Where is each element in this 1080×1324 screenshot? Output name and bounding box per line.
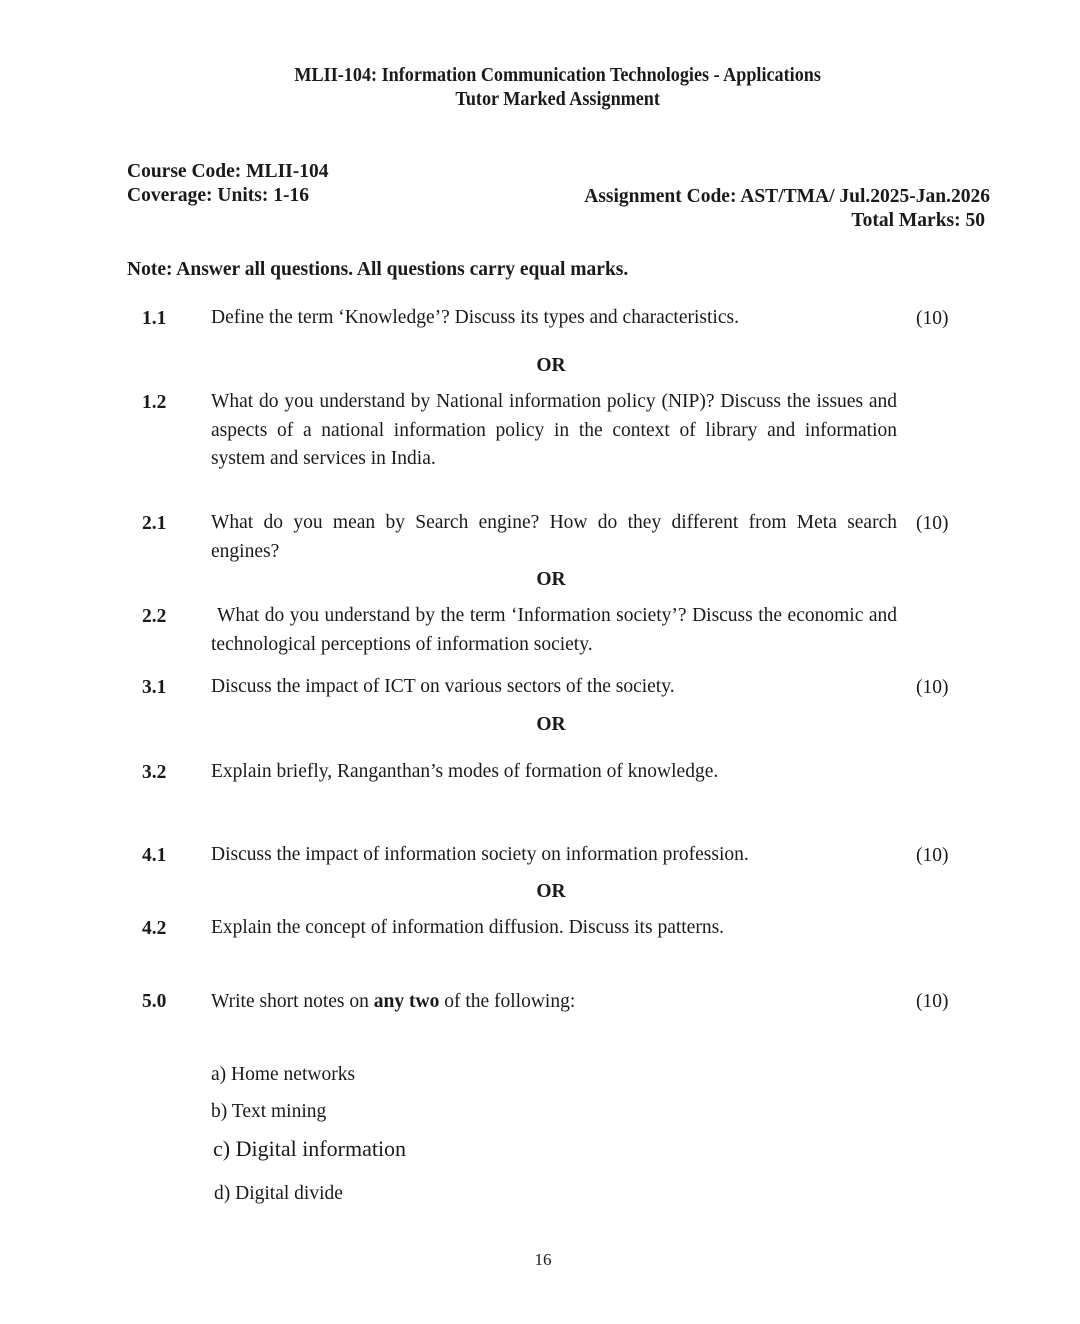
question-text: Define the term ‘Knowledge’? Discuss its types and characteristics.: [211, 307, 739, 328]
page-number: 16: [534, 1250, 552, 1269]
question-number: 4.1: [142, 845, 167, 866]
question-number: 1.1: [142, 308, 167, 329]
course-code: Course Code: MLII-104: [127, 161, 329, 182]
question-marks: (10): [916, 677, 949, 698]
question-marks: (10): [916, 513, 949, 534]
coverage: Coverage: Units: 1-16: [127, 185, 309, 206]
question-number: 5.0: [142, 991, 167, 1012]
question-text: Explain briefly, Ranganthan’s modes of formation of knowledge.: [211, 761, 719, 782]
or-separator: OR: [536, 714, 566, 735]
document-subtitle: Tutor Marked Assignment: [455, 89, 660, 110]
question-text: [211, 991, 575, 1013]
question-marks: (10): [916, 308, 949, 329]
or-separator: OR: [536, 355, 566, 376]
question-text: Explain the concept of information diffusion. Discuss its patterns.: [211, 917, 725, 938]
question-text-part: of the following:: [439, 991, 576, 1012]
short-note-item: c) Digital information: [213, 1136, 407, 1161]
assignment-code: Assignment Code: AST/TMA/ Jul.2025-Jan.2026: [584, 186, 990, 207]
question-text-emphasis: any two: [373, 991, 440, 1012]
short-note-item: b) Text mining: [211, 1101, 327, 1122]
question-text: What do you mean by Search engine? How do they different from Meta search engines?: [211, 512, 897, 562]
question-text: Discuss the impact of ICT on various sectors of the society.: [211, 676, 675, 697]
question-number: 3.2: [142, 762, 167, 783]
question-number: 3.1: [142, 677, 167, 698]
question-marks: (10): [916, 845, 949, 866]
short-note-item: d) Digital divide: [214, 1183, 343, 1204]
short-note-item: a) Home networks: [211, 1064, 356, 1085]
question-text-part: Write short notes on: [211, 991, 374, 1012]
total-marks: Total Marks: 50: [851, 210, 985, 231]
question-text: What do you understand by National information policy (NIP)? Discuss the issues and aspects of a national information policy in the context of library and information system and services in India.: [211, 391, 897, 469]
note: Note: Answer all questions. All questions carry equal marks.: [127, 259, 629, 280]
question-number: 1.2: [142, 392, 167, 413]
question-number: 2.1: [142, 513, 167, 534]
question-number: 4.2: [142, 918, 167, 939]
or-separator: OR: [536, 569, 566, 590]
question-marks: (10): [916, 991, 949, 1012]
question-text: Discuss the impact of information society on information profession.: [211, 844, 749, 865]
or-separator: OR: [536, 881, 566, 902]
question-text: What do you understand by the term ‘Information society’? Discuss the economic and technological perceptions of information society.: [211, 605, 897, 655]
document-title: MLII-104: Information Communication Technologies - Applications: [294, 65, 821, 86]
question-number: 2.2: [142, 606, 167, 627]
